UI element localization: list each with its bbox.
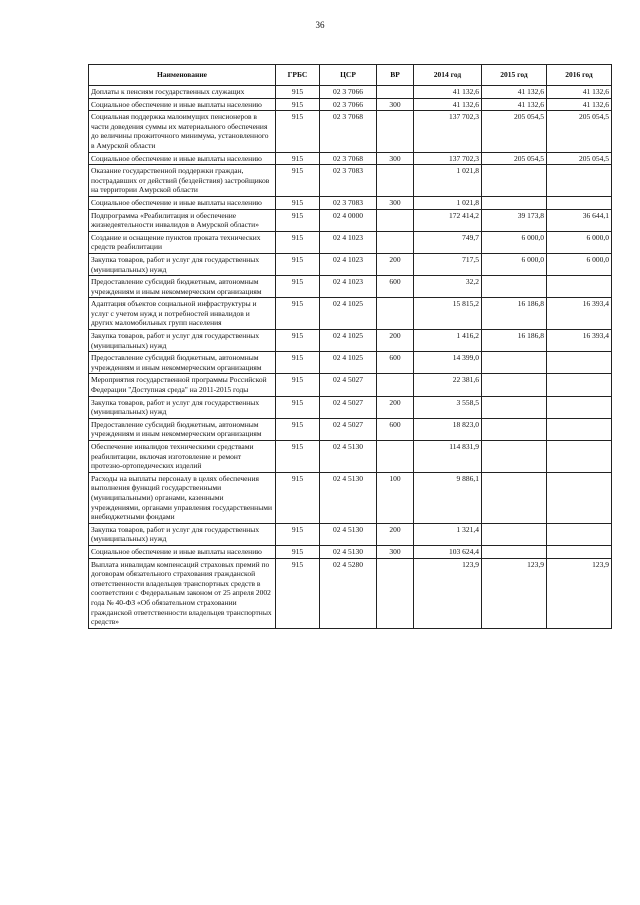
cell-2016: 6 000,0 — [547, 231, 612, 253]
table-row — [89, 374, 612, 396]
table-row — [89, 545, 612, 558]
cell-2015: 123,9 — [482, 558, 547, 628]
cell-2015: 6 000,0 — [482, 231, 547, 253]
cell-name: Доплаты к пенсиям государственных служащих — [89, 86, 276, 99]
cell-2016 — [547, 418, 612, 440]
cell-vr — [377, 441, 414, 473]
table-row — [89, 441, 612, 473]
cell-vr — [377, 298, 414, 330]
cell-csr: 02 3 7066 — [320, 98, 377, 111]
cell-csr: 02 3 7068 — [320, 152, 377, 165]
table-header-row — [89, 65, 612, 86]
cell-2016 — [547, 374, 612, 396]
cell-2016: 6 000,0 — [547, 253, 612, 275]
cell-vr: 300 — [377, 98, 414, 111]
cell-name: Предоставление субсидий бюджетным, автономным учреждениям и иным некоммерческим организациям — [89, 352, 276, 374]
cell-2016 — [547, 165, 612, 197]
cell-grbs: 915 — [276, 98, 320, 111]
table-row — [89, 523, 612, 545]
cell-2015: 41 132,6 — [482, 86, 547, 99]
table-row — [89, 330, 612, 352]
cell-2015 — [482, 276, 547, 298]
cell-grbs: 915 — [276, 231, 320, 253]
cell-name: Закупка товаров, работ и услуг для государственных (муниципальных) нужд — [89, 396, 276, 418]
cell-grbs: 915 — [276, 209, 320, 231]
page-number: 36 — [315, 20, 325, 30]
cell-name: Предоставление субсидий бюджетным, автономным учреждениям и иным некоммерческим организациям — [89, 276, 276, 298]
cell-2016: 16 393,4 — [547, 298, 612, 330]
cell-2014: 15 815,2 — [414, 298, 482, 330]
table-row — [89, 152, 612, 165]
table-row — [89, 111, 612, 152]
cell-vr: 600 — [377, 276, 414, 298]
cell-name: Закупка товаров, работ и услуг для государственных (муниципальных) нужд — [89, 253, 276, 275]
cell-grbs: 915 — [276, 558, 320, 628]
table-row — [89, 231, 612, 253]
cell-vr — [377, 86, 414, 99]
cell-name: Закупка товаров, работ и услуг для государственных (муниципальных) нужд — [89, 330, 276, 352]
cell-2016 — [547, 545, 612, 558]
cell-grbs: 915 — [276, 523, 320, 545]
table-body — [89, 86, 612, 629]
cell-csr: 02 4 5130 — [320, 441, 377, 473]
cell-2015 — [482, 418, 547, 440]
cell-name: Закупка товаров, работ и услуг для государственных (муниципальных) нужд — [89, 523, 276, 545]
cell-2016 — [547, 396, 612, 418]
table-row — [89, 209, 612, 231]
cell-grbs: 915 — [276, 152, 320, 165]
cell-name: Адаптация объектов социальной инфраструктуры и услуг с учетом нужд и потребностей инвалидов и других маломобильных групп населения — [89, 298, 276, 330]
cell-csr: 02 4 0000 — [320, 209, 377, 231]
cell-name: Подпрограмма «Реабилитация и обеспечение жизнедеятельности инвалидов в Амурской области» — [89, 209, 276, 231]
budget-table — [88, 64, 612, 629]
cell-vr — [377, 231, 414, 253]
cell-2015: 16 186,8 — [482, 298, 547, 330]
cell-csr: 02 4 1023 — [320, 276, 377, 298]
cell-grbs: 915 — [276, 276, 320, 298]
cell-2016: 41 132,6 — [547, 98, 612, 111]
cell-vr: 300 — [377, 196, 414, 209]
cell-grbs: 915 — [276, 298, 320, 330]
cell-2016 — [547, 276, 612, 298]
cell-csr: 02 3 7083 — [320, 165, 377, 197]
cell-2014: 9 886,1 — [414, 472, 482, 523]
cell-grbs: 915 — [276, 196, 320, 209]
cell-name: Мероприятия государственной программы Российской Федерации "Доступная среда" на 2011-2015 годы — [89, 374, 276, 396]
cell-grbs: 915 — [276, 441, 320, 473]
cell-2015 — [482, 545, 547, 558]
cell-2014: 41 132,6 — [414, 86, 482, 99]
cell-2015: 41 132,6 — [482, 98, 547, 111]
cell-csr: 02 4 5280 — [320, 558, 377, 628]
table-row — [89, 396, 612, 418]
cell-2014: 32,2 — [414, 276, 482, 298]
cell-2015 — [482, 165, 547, 197]
cell-grbs: 915 — [276, 472, 320, 523]
column-header-2014: 2014 год — [414, 65, 482, 86]
cell-vr: 300 — [377, 152, 414, 165]
cell-vr: 600 — [377, 352, 414, 374]
cell-name: Социальное обеспечение и иные выплаты населению — [89, 545, 276, 558]
column-header-csr: ЦСР — [320, 65, 377, 86]
cell-2016 — [547, 352, 612, 374]
cell-2016: 205 054,5 — [547, 152, 612, 165]
cell-vr: 200 — [377, 253, 414, 275]
cell-vr — [377, 209, 414, 231]
table-row — [89, 418, 612, 440]
cell-csr: 02 4 5027 — [320, 396, 377, 418]
cell-csr: 02 3 7066 — [320, 86, 377, 99]
cell-vr — [377, 558, 414, 628]
cell-csr: 02 4 5027 — [320, 374, 377, 396]
cell-name: Расходы на выплаты персоналу в целях обеспечения выполнения функций государственными (муниципальными) органами, казенными учреждениями, органами управления государственными внебюджетными фондами — [89, 472, 276, 523]
cell-name: Создание и оснащение пунктов проката технических средств реабилитации — [89, 231, 276, 253]
cell-csr: 02 4 1023 — [320, 231, 377, 253]
cell-vr: 100 — [377, 472, 414, 523]
table-row — [89, 86, 612, 99]
cell-name: Социальное обеспечение и иные выплаты населению — [89, 98, 276, 111]
cell-2014: 114 831,9 — [414, 441, 482, 473]
cell-grbs: 915 — [276, 374, 320, 396]
column-header-2016: 2016 год — [547, 65, 612, 86]
cell-vr: 200 — [377, 523, 414, 545]
cell-vr: 200 — [377, 396, 414, 418]
cell-2014: 749,7 — [414, 231, 482, 253]
cell-2016: 41 132,6 — [547, 86, 612, 99]
cell-csr: 02 4 1025 — [320, 330, 377, 352]
cell-name: Социальная поддержка малоимущих пенсионеров в части доведения суммы их материального обеспечения до величины прожиточного минимума, установленного в Амурской области — [89, 111, 276, 152]
cell-csr: 02 3 7083 — [320, 196, 377, 209]
table-row — [89, 472, 612, 523]
cell-2016 — [547, 472, 612, 523]
cell-2016 — [547, 196, 612, 209]
cell-2014: 3 558,5 — [414, 396, 482, 418]
cell-2016: 16 393,4 — [547, 330, 612, 352]
cell-csr: 02 4 5130 — [320, 472, 377, 523]
table-row — [89, 253, 612, 275]
cell-2016: 36 644,1 — [547, 209, 612, 231]
cell-name: Выплата инвалидам компенсаций страховых премий по договорам обязательного страхования гражданской ответственности владельцев транспортных средств в соответствии с Федеральным законом от 25 апреля 2002 года № 40-ФЗ «Об обязательном страховании гражданской ответственности владельцев транспортных средств» — [89, 558, 276, 628]
cell-2014: 1 021,8 — [414, 165, 482, 197]
table-row — [89, 196, 612, 209]
table-row — [89, 98, 612, 111]
cell-csr: 02 4 5027 — [320, 418, 377, 440]
cell-2014: 1 321,4 — [414, 523, 482, 545]
cell-2015 — [482, 352, 547, 374]
cell-grbs: 915 — [276, 352, 320, 374]
column-header-2015: 2015 год — [482, 65, 547, 86]
cell-2015 — [482, 374, 547, 396]
cell-grbs: 915 — [276, 330, 320, 352]
cell-2015: 6 000,0 — [482, 253, 547, 275]
cell-2016: 205 054,5 — [547, 111, 612, 152]
cell-grbs: 915 — [276, 111, 320, 152]
cell-2015 — [482, 196, 547, 209]
cell-2014: 137 702,3 — [414, 111, 482, 152]
cell-2014: 41 132,6 — [414, 98, 482, 111]
cell-2014: 137 702,3 — [414, 152, 482, 165]
cell-grbs: 915 — [276, 253, 320, 275]
cell-vr — [377, 374, 414, 396]
cell-vr — [377, 165, 414, 197]
cell-grbs: 915 — [276, 418, 320, 440]
cell-name: Обеспечение инвалидов техническими средствами реабилитации, включая изготовление и ремонт протезно-ортопедических изделий — [89, 441, 276, 473]
cell-2015: 205 054,5 — [482, 152, 547, 165]
cell-2015: 16 186,8 — [482, 330, 547, 352]
cell-2015: 205 054,5 — [482, 111, 547, 152]
cell-2014: 18 823,0 — [414, 418, 482, 440]
cell-name: Предоставление субсидий бюджетным, автономным учреждениям и иным некоммерческим организациям — [89, 418, 276, 440]
cell-name: Оказание государственной поддержки граждан, пострадавших от действий (бездействия) застройщиков на территории Амурской области — [89, 165, 276, 197]
cell-vr: 600 — [377, 418, 414, 440]
cell-2014: 1 416,2 — [414, 330, 482, 352]
cell-2014: 103 624,4 — [414, 545, 482, 558]
table-row — [89, 298, 612, 330]
cell-2015 — [482, 523, 547, 545]
cell-csr: 02 4 5130 — [320, 545, 377, 558]
cell-vr: 200 — [377, 330, 414, 352]
cell-csr: 02 4 5130 — [320, 523, 377, 545]
cell-2015: 39 173,8 — [482, 209, 547, 231]
cell-csr: 02 4 1025 — [320, 298, 377, 330]
cell-name: Социальное обеспечение и иные выплаты населению — [89, 196, 276, 209]
table-row — [89, 276, 612, 298]
cell-vr: 300 — [377, 545, 414, 558]
cell-grbs: 915 — [276, 165, 320, 197]
cell-grbs: 915 — [276, 396, 320, 418]
table-row — [89, 165, 612, 197]
cell-csr: 02 4 1023 — [320, 253, 377, 275]
cell-grbs: 915 — [276, 545, 320, 558]
column-header-vr: ВР — [377, 65, 414, 86]
table-row — [89, 558, 612, 628]
cell-2014: 1 021,8 — [414, 196, 482, 209]
cell-2014: 123,9 — [414, 558, 482, 628]
cell-csr: 02 3 7068 — [320, 111, 377, 152]
cell-grbs: 915 — [276, 86, 320, 99]
cell-csr: 02 4 1025 — [320, 352, 377, 374]
cell-2014: 172 414,2 — [414, 209, 482, 231]
cell-2014: 22 381,6 — [414, 374, 482, 396]
cell-2014: 717,5 — [414, 253, 482, 275]
cell-2016 — [547, 441, 612, 473]
cell-2014: 14 399,0 — [414, 352, 482, 374]
cell-2016: 123,9 — [547, 558, 612, 628]
cell-name: Социальное обеспечение и иные выплаты населению — [89, 152, 276, 165]
table-row — [89, 352, 612, 374]
cell-2016 — [547, 523, 612, 545]
column-header-grbs: ГРБС — [276, 65, 320, 86]
cell-vr — [377, 111, 414, 152]
cell-2015 — [482, 396, 547, 418]
cell-2015 — [482, 472, 547, 523]
cell-2015 — [482, 441, 547, 473]
column-header-name: Наименование — [89, 65, 276, 86]
